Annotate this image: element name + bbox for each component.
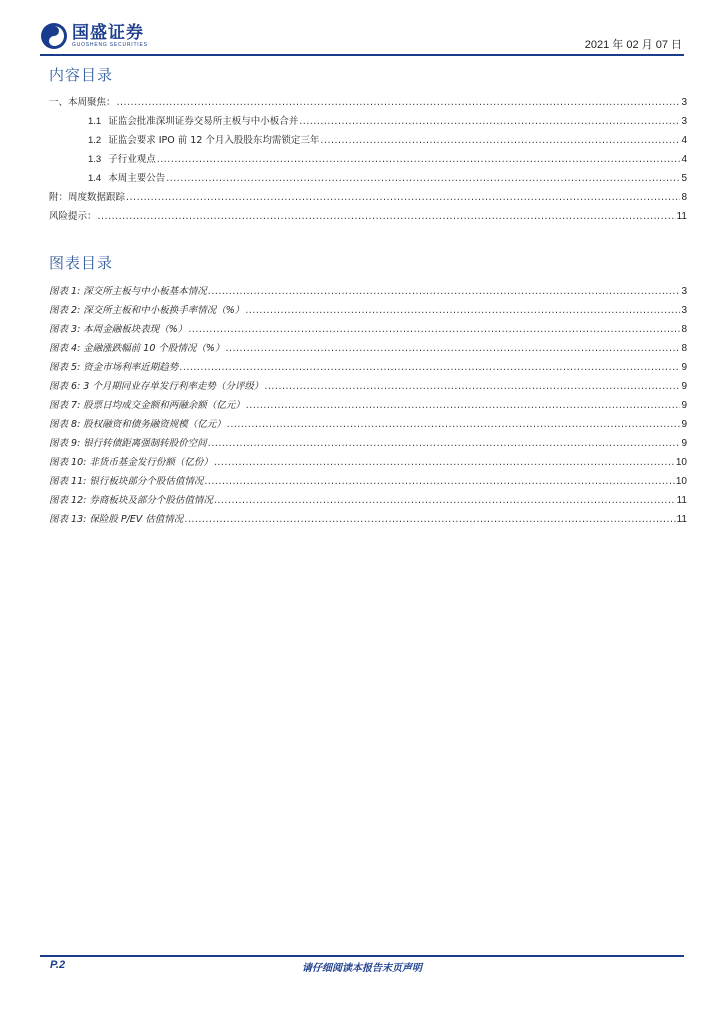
figures-title: 图表目录 — [49, 254, 114, 272]
toc-entry-label — [49, 511, 183, 525]
toc-entry-number: 1.1 — [88, 116, 102, 127]
toc-entry[interactable] — [49, 151, 687, 170]
figure-toc-entry[interactable] — [49, 321, 687, 340]
toc-entry-page: 9 — [681, 400, 687, 411]
toc-entry-text: 证监会要求 IPO 前 12 个月入股股东均需锁定三年 — [108, 135, 320, 146]
toc-entry-label — [49, 189, 125, 203]
toc-entry-number: 1.4 — [88, 173, 102, 184]
toc-entry-text: 图表 2: 深交所主板和中小板换手率情况（%） — [49, 305, 245, 316]
dot-leader — [188, 324, 680, 335]
toc-entry-text: 图表 13: 保险股 P/EV 估值情况 — [49, 514, 184, 525]
logo-icon — [40, 22, 68, 50]
toc-entry-number: 1.3 — [88, 154, 102, 165]
dot-leader — [245, 305, 680, 316]
toc-entry-page: 3 — [681, 116, 687, 127]
toc-entry-text: 图表 9: 银行转债距离强制转股价空间 — [49, 438, 207, 449]
dot-leader — [320, 135, 680, 146]
toc-entry-label — [49, 454, 213, 468]
toc-entry-label — [49, 359, 178, 373]
toc-entry-page: 10 — [675, 457, 687, 468]
dot-leader — [264, 381, 680, 392]
toc-entry-label — [49, 208, 97, 222]
figure-toc-entry[interactable] — [49, 302, 687, 321]
toc-entry-label — [49, 151, 156, 165]
contents-list — [49, 94, 687, 227]
dot-leader — [208, 286, 681, 297]
dot-leader — [179, 362, 680, 373]
toc-entry-text: 图表 3: 本周金融板块表现（%） — [49, 324, 188, 335]
toc-entry-text: 图表 8: 股权融资和债务融资规模（亿元） — [49, 419, 226, 430]
header-divider — [40, 54, 684, 56]
toc-entry-text: 图表 1: 深交所主板与中小板基本情况 — [49, 286, 207, 297]
dot-leader — [214, 495, 676, 506]
toc-entry-page: 11 — [676, 514, 687, 525]
dot-leader — [204, 476, 675, 487]
dot-leader — [157, 154, 681, 165]
toc-entry-label — [49, 435, 207, 449]
logo-english-name: GUOSHENG SECURITIES — [72, 41, 148, 48]
dot-leader — [299, 116, 680, 127]
toc-entry-label — [49, 113, 298, 127]
toc-entry-page: 4 — [681, 135, 687, 146]
toc-entry-page: 4 — [681, 154, 687, 165]
toc-entry-page: 8 — [681, 343, 687, 354]
figure-toc-entry[interactable] — [49, 340, 687, 359]
footer-divider — [40, 955, 684, 957]
toc-entry-label — [49, 94, 116, 108]
toc-entry-page: 9 — [681, 419, 687, 430]
toc-entry-text: 一、本周聚焦： — [49, 97, 116, 108]
dot-leader — [225, 343, 680, 354]
toc-entry-label — [49, 378, 263, 392]
toc-entry-text: 图表 7: 股票日均成交金额和两融余额（亿元） — [49, 400, 245, 411]
toc-entry-label — [49, 492, 213, 506]
dot-leader — [246, 400, 681, 411]
dot-leader — [227, 419, 681, 430]
dot-leader — [98, 211, 676, 222]
toc-entry-text: 附：周度数据跟踪 — [49, 192, 126, 203]
toc-entry-page: 10 — [675, 476, 687, 487]
toc-entry-label — [49, 302, 244, 316]
dot-leader — [126, 192, 680, 203]
toc-entry-number: 1.2 — [88, 135, 102, 146]
disclaimer-note: 请仔细阅读本报告末页声明 — [302, 963, 422, 974]
company-logo — [40, 20, 148, 52]
figure-toc-entry[interactable] — [49, 511, 687, 530]
figures-list — [49, 283, 687, 530]
report-date: 2021 年 02 月 07 日 — [584, 39, 682, 51]
dot-leader — [214, 457, 675, 468]
toc-entry-text: 图表 6: 3 个月期同业存单发行利率走势（分评级） — [49, 381, 264, 392]
toc-entry-text: 图表 4: 金融涨跌幅前 10 个股情况（%） — [49, 343, 225, 354]
toc-entry-label — [49, 340, 224, 354]
toc-entry-page: 3 — [681, 286, 687, 297]
toc-entry-text: 图表 12: 券商板块及部分个股估值情况 — [49, 495, 213, 506]
toc-entry[interactable] — [49, 113, 687, 132]
toc-entry[interactable] — [49, 94, 687, 113]
toc-entry-label — [49, 416, 226, 430]
toc-entry-text: 本周主要公告 — [108, 173, 166, 184]
toc-entry[interactable] — [49, 170, 687, 189]
toc-entry-page: 5 — [681, 173, 687, 184]
figure-toc-entry[interactable] — [49, 435, 687, 454]
toc-entry-label — [49, 170, 165, 184]
toc-entry-text: 子行业观点 — [108, 154, 156, 165]
dot-leader — [166, 173, 680, 184]
page-number: P.2 — [50, 959, 66, 971]
toc-entry-page: 11 — [676, 211, 687, 222]
toc-entry-text: 图表 5: 资金市场利率近期趋势 — [49, 362, 179, 373]
toc-entry-page: 11 — [676, 495, 687, 506]
dot-leader — [208, 438, 681, 449]
toc-entry[interactable] — [49, 132, 687, 151]
toc-entry-label — [49, 132, 319, 146]
figure-toc-entry[interactable] — [49, 397, 687, 416]
figure-toc-entry[interactable] — [49, 416, 687, 435]
toc-entry-label — [49, 397, 245, 411]
toc-entry-page: 3 — [681, 97, 687, 108]
dot-leader — [117, 97, 681, 108]
toc-entry-text: 证监会批准深圳证券交易所主板与中小板合并 — [108, 116, 299, 127]
logo-chinese-name: 国盛证券 — [72, 22, 144, 43]
toc-entry-text: 风险提示： — [49, 211, 97, 222]
toc-entry-page: 9 — [681, 381, 687, 392]
toc-entry-label — [49, 283, 207, 297]
toc-entry-label — [49, 321, 187, 335]
figure-toc-entry[interactable] — [49, 473, 687, 492]
figure-toc-entry[interactable] — [49, 283, 687, 302]
figure-toc-entry[interactable] — [49, 492, 687, 511]
toc-entry[interactable] — [49, 189, 687, 208]
dot-leader — [184, 514, 675, 525]
figure-toc-entry[interactable] — [49, 359, 687, 378]
page-header — [40, 20, 684, 54]
toc-entry[interactable] — [49, 208, 687, 227]
toc-entry-page: 3 — [681, 305, 687, 316]
figure-toc-entry[interactable] — [49, 378, 687, 397]
toc-entry-page: 9 — [681, 438, 687, 449]
toc-entry-page: 8 — [681, 324, 687, 335]
toc-entry-text: 图表 11: 银行板块部分个股估值情况 — [49, 476, 204, 487]
figure-toc-entry[interactable] — [49, 454, 687, 473]
toc-entry-page: 8 — [681, 192, 687, 203]
contents-title: 内容目录 — [49, 66, 114, 84]
toc-entry-label — [49, 473, 203, 487]
toc-entry-page: 9 — [681, 362, 687, 373]
toc-entry-text: 图表 10: 非货币基金发行份额（亿份） — [49, 457, 213, 468]
